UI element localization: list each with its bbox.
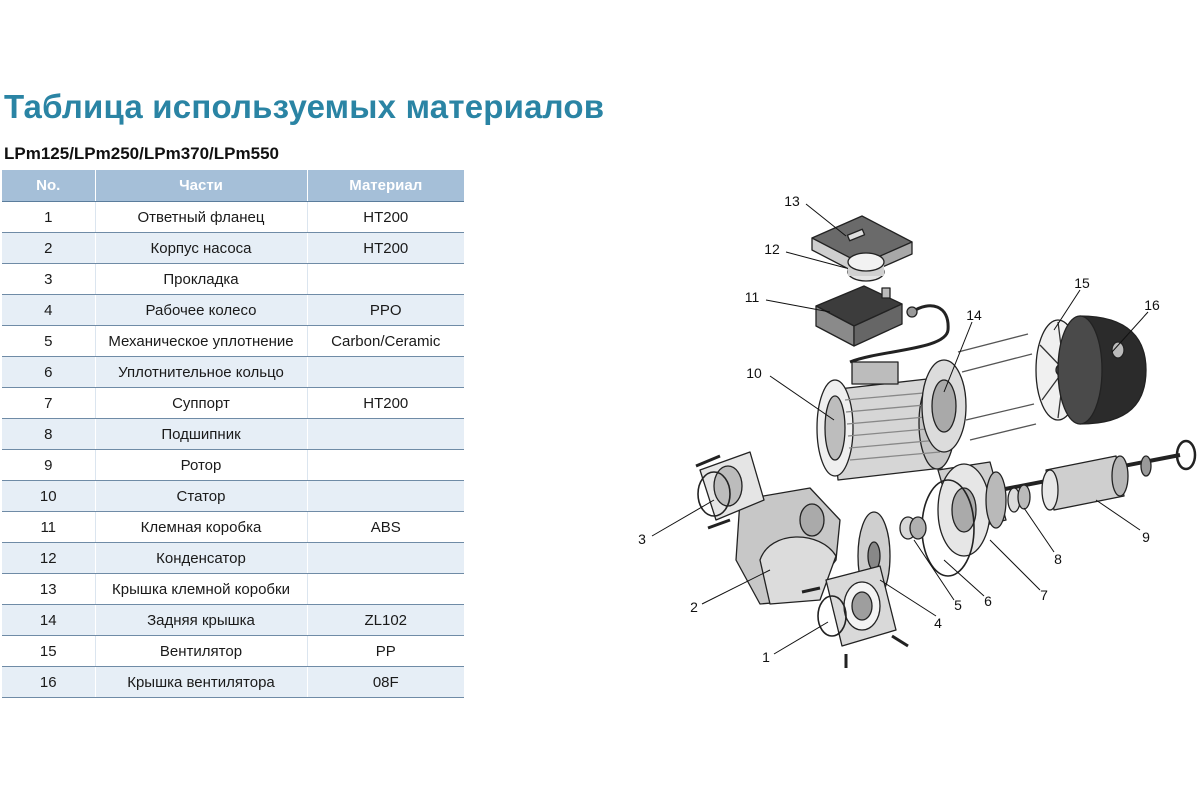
rear-cover-drawing <box>922 360 966 452</box>
part-name: Конденсатор <box>95 543 307 574</box>
terminal-box-drawing <box>816 286 948 362</box>
material-name: HT200 <box>307 202 464 233</box>
row-number: 2 <box>2 233 95 264</box>
material-name: PP <box>307 636 464 667</box>
materials-table <box>2 170 464 698</box>
callout-12: 12 <box>764 241 780 257</box>
part-name: Ответный фланец <box>95 202 307 233</box>
page-title: Таблица используемых материалов <box>4 88 605 125</box>
part-name: Крышка вентилятора <box>95 667 307 698</box>
part-name: Ротор <box>95 450 307 481</box>
callout-13: 13 <box>784 193 800 209</box>
table-row <box>2 636 464 667</box>
material-name <box>307 450 464 481</box>
row-number: 15 <box>2 636 95 667</box>
material-name: Carbon/Ceramic <box>307 326 464 357</box>
part-name: Крышка клемной коробки <box>95 574 307 605</box>
row-number: 3 <box>2 264 95 295</box>
material-name: ABS <box>307 512 464 543</box>
column-header-material: Материал <box>307 170 464 202</box>
table-header-row <box>2 170 464 202</box>
table-row <box>2 233 464 264</box>
row-number: 10 <box>2 481 95 512</box>
part-name: Уплотнительное кольцо <box>95 357 307 388</box>
row-number: 6 <box>2 357 95 388</box>
column-header-part: Части <box>95 170 307 202</box>
bearing-drawing <box>1008 485 1030 512</box>
row-number: 8 <box>2 419 95 450</box>
row-number: 4 <box>2 295 95 326</box>
row-number: 7 <box>2 388 95 419</box>
model-list: LPm125/LPm250/LPm370/LPm550 <box>4 144 279 163</box>
part-name: Суппорт <box>95 388 307 419</box>
table-row <box>2 605 464 636</box>
table-row <box>2 450 464 481</box>
part-name: Корпус насоса <box>95 233 307 264</box>
table-row <box>2 512 464 543</box>
row-number: 11 <box>2 512 95 543</box>
table-row <box>2 202 464 233</box>
table-row <box>2 419 464 450</box>
material-name <box>307 264 464 295</box>
callout-15: 15 <box>1074 275 1090 291</box>
callout-14: 14 <box>966 307 982 323</box>
callout-8: 8 <box>1054 551 1062 567</box>
tie-bolts-drawing <box>958 334 1036 440</box>
table-row <box>2 295 464 326</box>
table-row <box>2 326 464 357</box>
callout-5: 5 <box>954 597 962 613</box>
fan-cover-drawing <box>1058 316 1146 424</box>
row-number: 1 <box>2 202 95 233</box>
callout-1: 1 <box>762 649 770 665</box>
row-number: 14 <box>2 605 95 636</box>
callout-4: 4 <box>934 615 942 631</box>
callout-16: 16 <box>1144 297 1160 313</box>
callout-3: 3 <box>638 531 646 547</box>
table-row <box>2 481 464 512</box>
table-row <box>2 388 464 419</box>
callout-10: 10 <box>746 365 762 381</box>
column-header-no: No. <box>2 170 95 202</box>
exploded-pump-diagram <box>610 170 1200 690</box>
part-name: Вентилятор <box>95 636 307 667</box>
material-name: ZL102 <box>307 605 464 636</box>
row-number: 5 <box>2 326 95 357</box>
table-row <box>2 357 464 388</box>
material-name <box>307 574 464 605</box>
callout-7: 7 <box>1040 587 1048 603</box>
material-name <box>307 543 464 574</box>
callout-2: 2 <box>690 599 698 615</box>
part-name: Клемная коробка <box>95 512 307 543</box>
part-name: Задняя крышка <box>95 605 307 636</box>
part-name: Подшипник <box>95 419 307 450</box>
material-name <box>307 419 464 450</box>
material-name: PPO <box>307 295 464 326</box>
row-number: 12 <box>2 543 95 574</box>
row-number: 16 <box>2 667 95 698</box>
callout-9: 9 <box>1142 529 1150 545</box>
callout-6: 6 <box>984 593 992 609</box>
material-name: 08F <box>307 667 464 698</box>
part-name: Прокладка <box>95 264 307 295</box>
material-name <box>307 481 464 512</box>
part-name: Статор <box>95 481 307 512</box>
table-row <box>2 264 464 295</box>
table-row <box>2 667 464 698</box>
callout-11: 11 <box>744 289 760 305</box>
part-name: Механическое уплотнение <box>95 326 307 357</box>
part-name: Рабочее колесо <box>95 295 307 326</box>
material-name <box>307 357 464 388</box>
table-row <box>2 543 464 574</box>
row-number: 13 <box>2 574 95 605</box>
mechanical-seal-drawing <box>900 517 926 539</box>
table-row <box>2 574 464 605</box>
capacitor-drawing <box>848 253 884 281</box>
material-name: HT200 <box>307 233 464 264</box>
material-name: HT200 <box>307 388 464 419</box>
row-number: 9 <box>2 450 95 481</box>
